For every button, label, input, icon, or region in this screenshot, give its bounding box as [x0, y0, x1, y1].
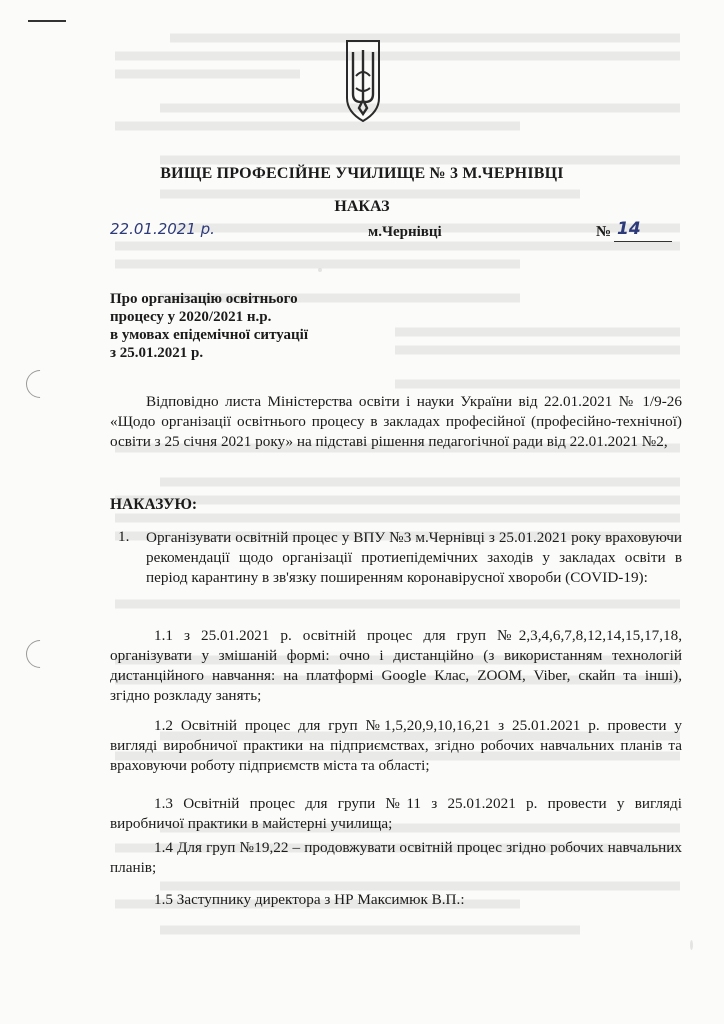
city-label: м.Чернівці [368, 224, 442, 240]
intro-paragraph: Відповідно листа Міністерства освіти і науки України від 22.01.2021 № 1/9-26 «Щодо організації освітнього процесу в закладах професійної (професійно-технічної) освіти з 25 січня 2021 року» на підставі рішення педагогічної ради від 22.01.2021 №2, [110, 393, 682, 450]
order-subject [110, 290, 390, 362]
item-1-2-paragraph: 1.2 Освітній процес для груп №1,5,20,9,10,16,21 з 25.01.2021 р. провести у вигляді виробничої практики на підприємствах, згідно робочих навчальних планів та враховуючи роботу підприємств міста та області; [110, 717, 682, 774]
subject-line: в умовах епідемічної ситуації [110, 327, 309, 343]
item-number: 1. [118, 528, 130, 545]
order-date-handwritten: 22.01.2021 р. [110, 220, 215, 238]
subject-line: процесу у 2020/2021 н.р. [110, 309, 272, 325]
scan-line-mark [28, 20, 66, 22]
scan-speck [318, 268, 322, 272]
ukraine-emblem-icon [344, 38, 382, 124]
subject-line: з 25.01.2021 р. [110, 345, 204, 361]
scan-speck [690, 940, 693, 950]
order-number-label: № [596, 224, 612, 240]
item-1-4-paragraph: 1.4 Для груп №19,22 – продовжувати освітній процес згідно робочих навчальних планів; [110, 839, 682, 876]
institution-title: ВИЩЕ ПРОФЕСІЙНЕ УЧИЛИЩЕ № 3 М.ЧЕРНІВЦІ [160, 165, 564, 182]
item-1-3-paragraph: 1.3 Освітній процес для групи №11 з 25.01.2021 р. провести у вигляді виробничої практики в майстерні училища; [110, 795, 682, 832]
order-number-handwritten: 14 [617, 219, 641, 239]
order-number-underline [614, 241, 672, 242]
order-word-heading: НАКАЗУЮ: [110, 496, 198, 513]
item-1-1-paragraph: 1.1 з 25.01.2021 р. освітній процес для груп №2,3,4,6,7,8,12,14,15,17,18, організувати у змішаній формі: очно і дистанційно (з використанням технологій дистанційного навчання: на платформі Google Клас, ZOOM, Viber, скайп та інші), згідно розкладу занять; [110, 627, 682, 704]
item-1-paragraph: Організувати освітній процес у ВПУ №3 м.Чернівці з 25.01.2021 року враховуючи рекомендації щодо організації протиепідемічних заходів у закладах освіти в період карантину в зв'язку поширенням коронавірусної хвороби (COVID-19): [146, 529, 682, 586]
subject-line: Про організацію освітнього [110, 291, 298, 307]
document-type-title: НАКАЗ [334, 198, 390, 215]
item-1-5-paragraph: 1.5 Заступнику директора з НР Максимюк В.П.: [154, 891, 465, 908]
